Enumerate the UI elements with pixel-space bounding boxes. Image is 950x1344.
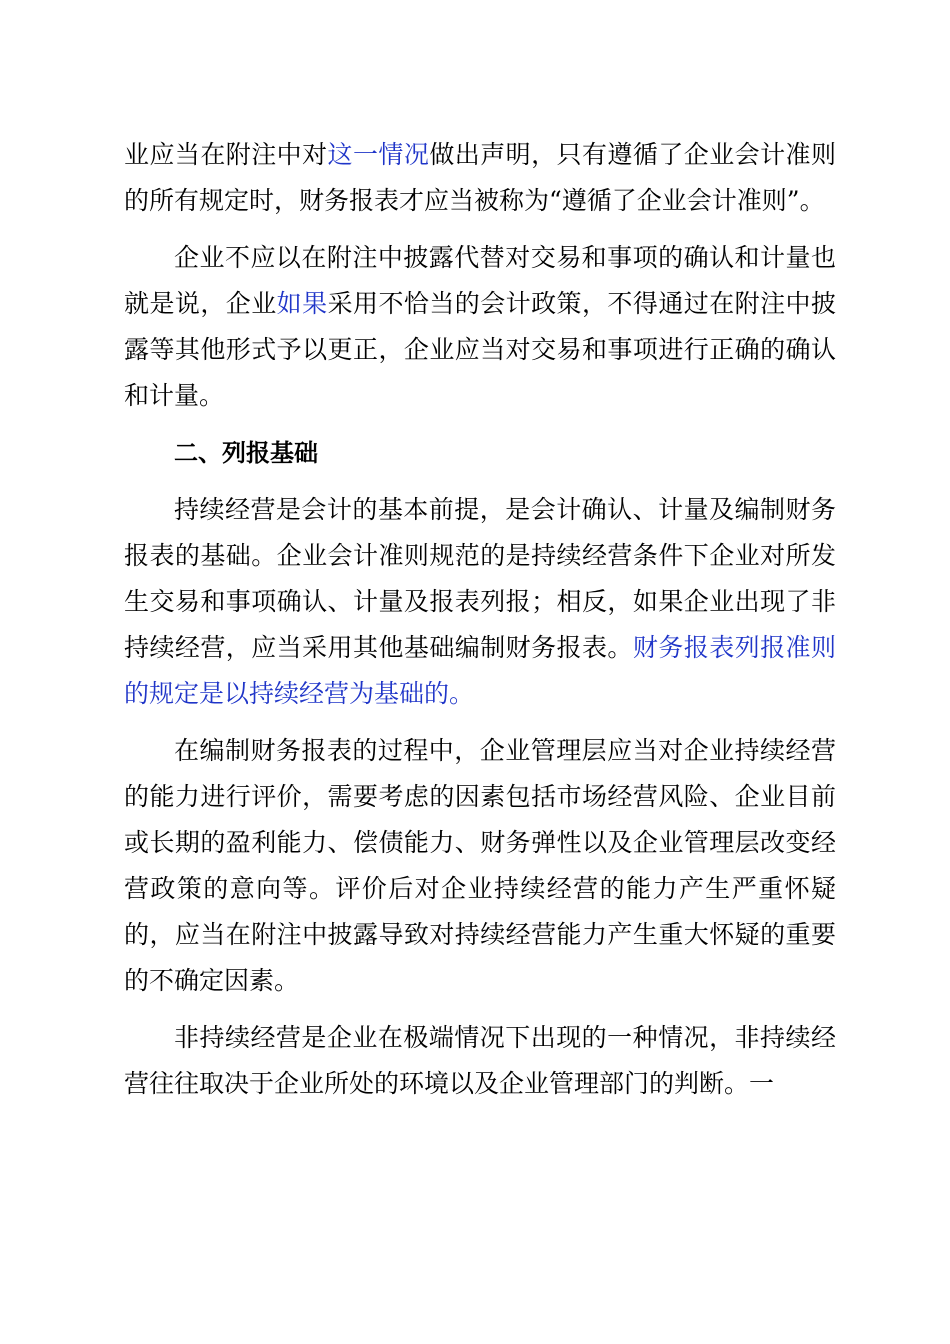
paragraph-2-text-a: 企业不应以在附注中披露代替对交易和事项的确认和计量也就是说，企业 (124, 243, 836, 318)
document-page (124, 132, 836, 1118)
paragraph-1-text-a: 业应当在附注中对 (124, 140, 328, 169)
highlight-reporting-basis: 财务报表列报准则的规定是以持续经营为基础的。 (124, 633, 836, 708)
highlight-if: 如果 (276, 289, 328, 318)
paragraph-4: 在编制财务报表的过程中，企业管理层应当对企业持续经营的能力进行评价，需要考虑的因素包括市场经营风险、企业目前或长期的盈利能力、偿债能力、财务弹性以及企业管理层改变经营政策的意向等。评价后对企业持续经营的能力产生严重怀疑的，应当在附注中披露导致对持续经营能力产生重大怀疑的重要的不确定因素。 (124, 736, 836, 995)
paragraph-3-text-a: 持续经营是会计的基本前提，是会计确认、计量及编制财务报表的基础。企业会计准则规范的是持续经营条件下企业对所发生交易和事项确认、计量及报表列报；相反，如果企业出现了非持续经营，应当采用其他基础编制财务报表。 (124, 495, 836, 662)
paragraph-3 (124, 487, 836, 717)
paragraph-2-text-c: 采用不恰当的会计政策，不得通过在附注中披露等其他形式予以更正，企业应当对交易和事项进行正确的确认和计量。 (124, 289, 836, 410)
paragraph-5: 非持续经营是企业在极端情况下出现的一种情况，非持续经营往往取决于企业所处的环境以及企业管理部门的判断。一 (124, 1023, 836, 1098)
paragraph-1 (124, 132, 836, 224)
highlight-this-situation: 这一情况 (327, 140, 430, 169)
paragraph-2 (124, 235, 836, 419)
paragraph-1-text-c: 做出声明，只有遵循了企业会计准则的所有规定时，财务报表才应当被称为“遵循了企业会计准则”。 (124, 140, 836, 215)
section-heading: 二、列报基础 (174, 439, 318, 467)
